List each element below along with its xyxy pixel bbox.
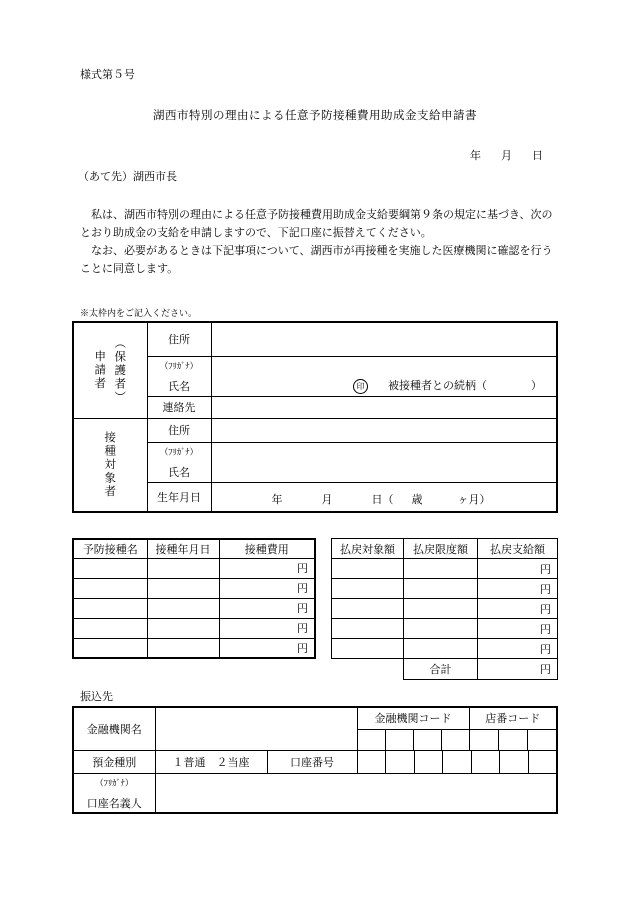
vac-header-name: 予防接種名 xyxy=(73,539,147,558)
bank-branch-code-label: 店番コード xyxy=(469,707,557,729)
vaccination-table xyxy=(72,538,316,659)
dob-age: 歳 xyxy=(411,493,423,506)
vac-cost-cell[interactable]: 円 xyxy=(219,618,315,638)
date-day[interactable]: 日 xyxy=(532,149,543,162)
account-number-field[interactable] xyxy=(357,750,557,773)
vac-name-cell[interactable] xyxy=(73,558,147,578)
dob-months: ヶ月） xyxy=(457,493,491,506)
account-digit-box[interactable] xyxy=(471,751,500,773)
applicant-group-cell xyxy=(73,322,147,418)
instruction-note: ※太枠内をご記入ください。 xyxy=(80,309,198,319)
ref-limit-cell xyxy=(404,619,478,639)
dob-year: 年 xyxy=(271,493,283,506)
bank-branch-code-field[interactable] xyxy=(469,729,557,750)
subject-name-field[interactable] xyxy=(211,462,557,482)
refund-table xyxy=(331,538,558,680)
table-row xyxy=(73,618,315,638)
table-row xyxy=(73,638,315,658)
ref-header-target: 払戻対象額 xyxy=(332,539,404,559)
ref-paid-cell: 円 xyxy=(478,559,558,579)
bank-institution-field[interactable] xyxy=(155,707,357,750)
ref-limit-cell xyxy=(404,579,478,599)
vac-date-cell[interactable] xyxy=(147,598,219,618)
applicant-name-field[interactable] xyxy=(211,376,557,396)
bank-institution-code-label: 金融機関コード xyxy=(357,707,469,729)
ref-header-paid: 払戻支給額 xyxy=(478,539,558,559)
account-digit-box[interactable] xyxy=(499,751,528,773)
ref-total-label: 合計 xyxy=(404,659,478,680)
bank-institution-label: 金融機関名 xyxy=(73,707,155,750)
applicant-contact-label: 連絡先 xyxy=(147,396,211,418)
vac-name-cell[interactable] xyxy=(73,638,147,658)
subject-group-label: 接種対象者 xyxy=(103,431,118,499)
applicant-contact-field[interactable] xyxy=(211,396,557,418)
account-digit-box[interactable] xyxy=(385,751,414,773)
ref-total-cell: 円 xyxy=(478,659,558,680)
ref-paid-cell: 円 xyxy=(478,639,558,659)
holder-name-field[interactable] xyxy=(155,793,557,813)
subject-address-label: 住所 xyxy=(147,418,211,442)
form-number: 様式第５号 xyxy=(80,68,135,81)
ref-target-cell xyxy=(332,619,404,639)
ref-total-spacer xyxy=(332,659,404,680)
table-row xyxy=(332,579,558,599)
ref-target-cell xyxy=(332,599,404,619)
relation-label: 被接種者との続柄（ xyxy=(388,379,487,393)
ref-limit-cell xyxy=(404,599,478,619)
declaration-paragraph-1: 私は、湖西市特別の理由による任意予防接種費用助成金支給要綱第９条の規定に基づき、次のとおり助成金の支給を申請しますので、下記口座に振替えてください。 xyxy=(80,208,553,239)
ref-target-cell xyxy=(332,579,404,599)
vac-date-cell[interactable] xyxy=(147,578,219,598)
vac-header-cost: 接種費用 xyxy=(219,539,315,558)
vac-header-date: 接種年月日 xyxy=(147,539,219,558)
table-row xyxy=(332,619,558,639)
table-row xyxy=(332,559,558,579)
subject-dob-field[interactable] xyxy=(211,482,557,512)
applicant-group-label: 申請者 xyxy=(93,350,108,391)
applicant-group-sub: （保護者） xyxy=(113,336,128,404)
addressee: （あて先）湖西市長 xyxy=(78,170,177,183)
ref-paid-cell: 円 xyxy=(478,579,558,599)
account-digit-box[interactable] xyxy=(414,751,443,773)
code-digit-box[interactable] xyxy=(385,730,413,750)
subject-furigana-field[interactable] xyxy=(211,442,557,462)
code-digit-box[interactable] xyxy=(470,730,498,750)
holder-furigana-label: （ﾌﾘｶﾞﾅ） xyxy=(73,773,155,793)
declaration-paragraph-2: なお、必要があるときは下記事項について、湖西市が再接種を実施した医療機関に確認を行うことに同意します。 xyxy=(80,244,553,275)
table-row xyxy=(73,578,315,598)
holder-furigana-field[interactable] xyxy=(155,773,557,793)
ref-target-cell xyxy=(332,639,404,659)
subject-furigana-label: （ﾌﾘｶﾞﾅ） xyxy=(147,442,211,462)
subject-group-cell xyxy=(73,418,147,512)
account-digit-box[interactable] xyxy=(528,751,557,773)
subject-address-field[interactable] xyxy=(211,418,557,442)
applicant-furigana-label: （ﾌﾘｶﾞﾅ） xyxy=(147,356,211,376)
holder-name-label: 口座名義人 xyxy=(73,793,155,813)
account-digit-box[interactable] xyxy=(358,751,386,773)
ref-limit-cell xyxy=(404,559,478,579)
table-row xyxy=(73,558,315,578)
ref-limit-cell xyxy=(404,639,478,659)
vac-cost-cell[interactable]: 円 xyxy=(219,598,315,618)
declaration-text xyxy=(80,206,560,278)
deposit-type-label: 預金種別 xyxy=(73,750,155,773)
code-digit-box[interactable] xyxy=(413,730,441,750)
vac-date-cell[interactable] xyxy=(147,618,219,638)
applicant-name-label: 氏名 xyxy=(147,376,211,396)
table-row xyxy=(73,598,315,618)
account-digit-box[interactable] xyxy=(442,751,471,773)
ref-paid-cell: 円 xyxy=(478,619,558,639)
subject-name-label: 氏名 xyxy=(147,462,211,482)
date-year[interactable]: 年 xyxy=(470,149,481,162)
applicant-address-label: 住所 xyxy=(147,322,211,356)
code-digit-box[interactable] xyxy=(441,730,469,750)
deposit-type-options[interactable]: １普通 ２当座 xyxy=(155,750,267,773)
applicant-subject-table xyxy=(72,321,558,513)
vac-cost-cell[interactable]: 円 xyxy=(219,638,315,658)
dob-month: 月 xyxy=(321,493,333,506)
code-digit-box[interactable] xyxy=(498,730,527,750)
transfer-section-label: 振込先 xyxy=(80,690,113,703)
vac-date-cell[interactable] xyxy=(147,638,219,658)
applicant-address-field[interactable] xyxy=(211,322,557,356)
ref-header-limit: 払戻限度額 xyxy=(404,539,478,559)
date-line xyxy=(470,147,543,163)
vac-name-cell[interactable] xyxy=(73,618,147,638)
form-title: 湖西市特別の理由による任意予防接種費用助成金支給申請書 xyxy=(153,108,477,122)
bank-institution-code-field[interactable] xyxy=(357,729,469,750)
vac-cost-cell[interactable]: 円 xyxy=(219,578,315,598)
relation-close: ） xyxy=(531,379,542,393)
dob-day: 日（ xyxy=(371,493,394,506)
seal-mark: 印 xyxy=(353,379,368,394)
table-row xyxy=(332,599,558,619)
vac-name-cell[interactable] xyxy=(73,578,147,598)
vac-name-cell[interactable] xyxy=(73,598,147,618)
date-month[interactable]: 月 xyxy=(501,149,512,162)
account-number-label: 口座番号 xyxy=(267,750,357,773)
code-digit-box[interactable] xyxy=(527,730,556,750)
code-digit-box[interactable] xyxy=(358,730,385,750)
ref-target-cell xyxy=(332,559,404,579)
vac-cost-cell[interactable]: 円 xyxy=(219,558,315,578)
vac-date-cell[interactable] xyxy=(147,558,219,578)
bank-table xyxy=(72,706,558,814)
applicant-furigana-field[interactable] xyxy=(211,356,557,376)
subject-dob-label: 生年月日 xyxy=(147,482,211,512)
ref-paid-cell: 円 xyxy=(478,599,558,619)
table-row xyxy=(332,639,558,659)
